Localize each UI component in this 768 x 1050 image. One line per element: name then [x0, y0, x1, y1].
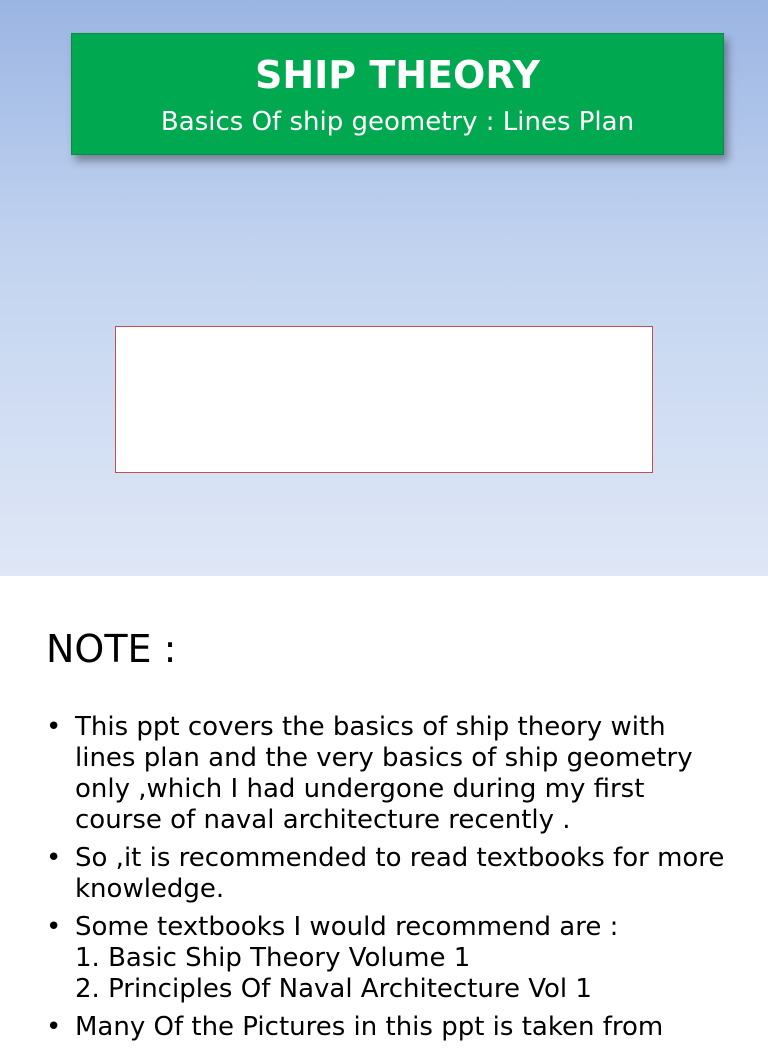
slide-note: [0, 576, 768, 1042]
note-bullet-list: [46, 712, 746, 1050]
bullet-line: This ppt covers the basics of ship theory with: [75, 712, 666, 742]
bullet-item: [46, 843, 746, 905]
title-banner: [71, 33, 724, 155]
bullet-dot-icon: •: [46, 912, 62, 942]
slide-subtitle-text: Basics Of ship geometry : Lines Plan: [160, 107, 635, 137]
bullet-line: 2. Principles Of Naval Architecture Vol 1: [75, 974, 592, 1004]
bullet-dot-icon: •: [46, 1012, 62, 1042]
bullet-item: [46, 912, 746, 1005]
bullet-line: only ,which I had undergone during my first: [75, 774, 645, 804]
bullet-item: [46, 1012, 746, 1043]
bullet-dot-icon: •: [46, 843, 62, 873]
note-heading: NOTE :: [46, 627, 177, 671]
bullet-line: 1. Basic Ship Theory Volume 1: [75, 943, 471, 973]
bullet-line: So ,it is recommended to read textbooks for more: [75, 843, 725, 873]
bullet-line: Many Of the Pictures in this ppt is taken from: [75, 1012, 664, 1042]
slide-title-text: SHIP THEORY: [254, 53, 541, 97]
bullet-item: [46, 712, 746, 836]
bullet-dot-icon: •: [46, 712, 62, 742]
empty-placeholder-box: [115, 326, 653, 473]
bullet-line: knowledge.: [75, 874, 225, 904]
bullet-line: lines plan and the very basics of ship geometry: [75, 743, 693, 773]
bullet-line: Some textbooks I would recommend are :: [75, 912, 619, 942]
bullet-line: course of naval architecture recently .: [75, 805, 571, 835]
